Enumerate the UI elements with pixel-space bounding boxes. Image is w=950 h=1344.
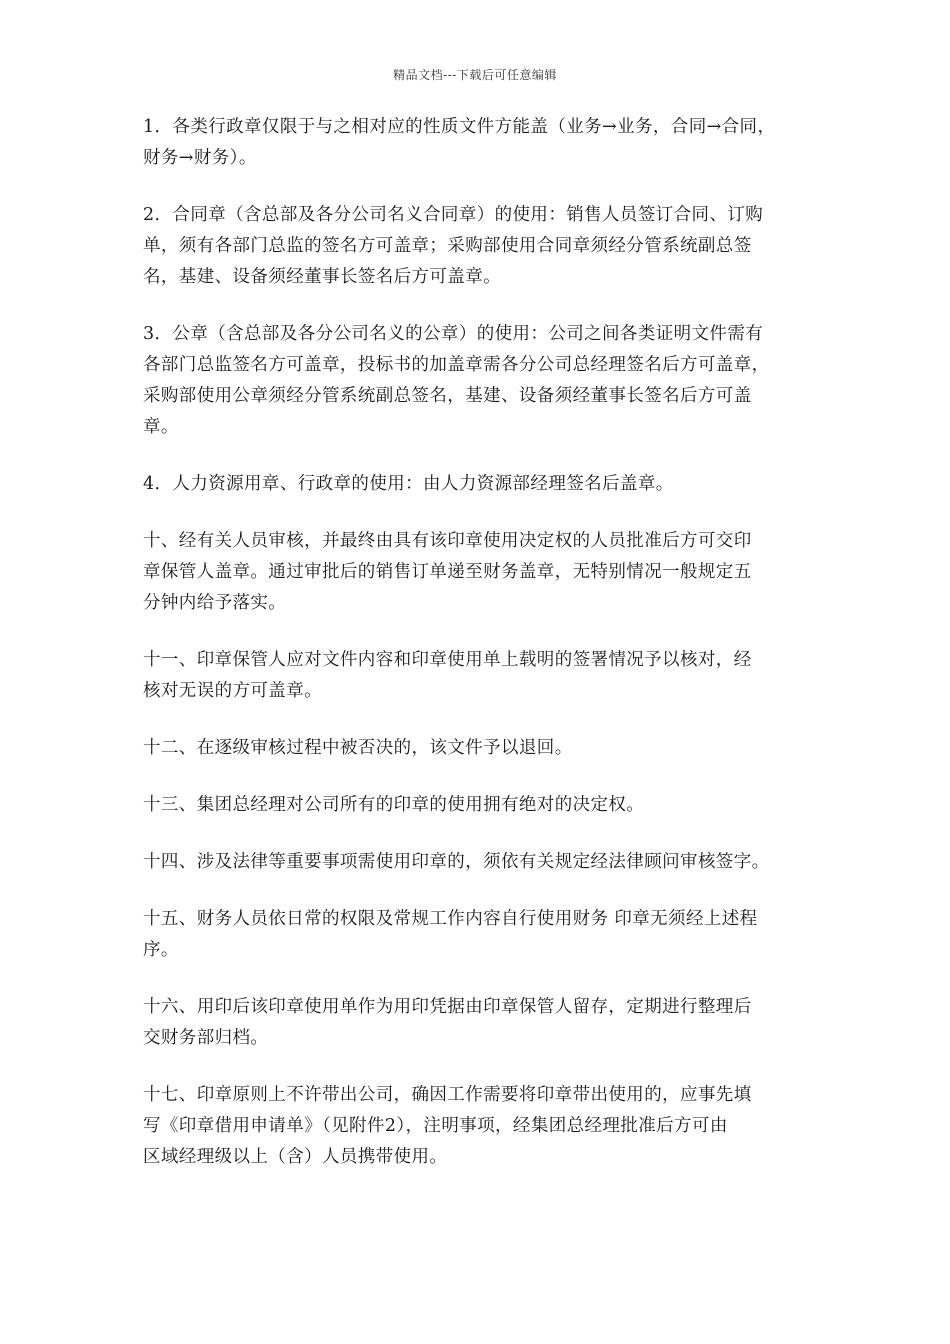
paragraph-line: 1．各类行政章仅限于与之相对应的性质文件方能盖（业务→业务，合同→合同， [143, 117, 776, 137]
paragraph-line: 章保管人盖章。通过审批后的销售订单递至财务盖章，无特别情况一般规定五 [143, 562, 752, 582]
paragraph-item-12 [143, 733, 815, 764]
paragraph-4 [143, 469, 815, 500]
paragraph-line: 财务→财务）。 [143, 148, 257, 168]
paragraph-line: 各部门总监签名方可盖章，投标书的加盖章需各分公司总经理签名后方可盖章， [143, 355, 770, 375]
paragraph-3 [143, 319, 815, 443]
document-body [143, 112, 815, 1199]
paragraph-line: 核对无误的方可盖章。 [143, 681, 322, 701]
paragraph-line: 交财务部归档。 [143, 1028, 269, 1048]
paragraph-line: 十五、财务人员依日常的权限及常规工作内容自行使用财务 印章无须经上述程 [143, 909, 758, 929]
paragraph-line: 3．公章（含总部及各分公司名义的公章）的使用：公司之间各类证明文件需有 [143, 324, 764, 344]
paragraph-line: 序。 [143, 940, 179, 960]
paragraph-item-16 [143, 992, 815, 1054]
paragraph-item-15 [143, 904, 815, 966]
paragraph-line: 4．人力资源用章、行政章的使用：由人力资源部经理签名后盖章。 [143, 474, 674, 494]
paragraph-item-10 [143, 526, 815, 619]
paragraph-line: 写《印章借用申请单》（见附件2），注明事项，经集团总经理批准后方可由 [143, 1116, 728, 1136]
paragraph-line: 名，基建、设备须经董事长签名后方可盖章。 [143, 267, 501, 287]
paragraph-line: 区域经理级以上（含）人员携带使用。 [143, 1147, 448, 1167]
paragraph-line: 单，须有各部门总监的签名方可盖章；采购部使用合同章须经分管系统副总签 [143, 236, 752, 256]
paragraph-item-13 [143, 790, 815, 821]
paragraph-1 [143, 112, 815, 174]
page-header: 精品文档---下载后可任意编辑 [393, 68, 557, 82]
paragraph-line: 十七、印章原则上不许带出公司，确因工作需要将印章带出使用的，应事先填 [143, 1085, 752, 1105]
paragraph-line: 十六、用印后该印章使用单作为用印凭据由印章保管人留存，定期进行整理后 [143, 997, 752, 1017]
paragraph-line: 十二、在逐级审核过程中被否决的，该文件予以退回。 [143, 738, 573, 758]
paragraph-item-11 [143, 645, 815, 707]
paragraph-2 [143, 200, 815, 293]
paragraph-line: 章。 [143, 417, 179, 437]
paragraph-line: 十三、集团总经理对公司所有的印章的使用拥有绝对的决定权。 [143, 795, 645, 815]
paragraph-item-17 [143, 1080, 815, 1173]
paragraph-line: 采购部使用公章须经分管系统副总签名，基建、设备须经董事长签名后方可盖 [143, 386, 752, 406]
paragraph-line: 分钟内给予落实。 [143, 593, 287, 613]
paragraph-line: 十、经有关人员审核，并最终由具有该印章使用决定权的人员批准后方可交印 [143, 531, 752, 551]
paragraph-item-14 [143, 847, 815, 878]
paragraph-line: 十一、印章保管人应对文件内容和印章使用单上载明的签署情况予以核对，经 [143, 650, 752, 670]
paragraph-line: 十四、涉及法律等重要事项需使用印章的，须依有关规定经法律顾问审核签字。 [143, 852, 770, 872]
paragraph-line: 2．合同章（含总部及各分公司名义合同章）的使用：销售人员签订合同、订购 [143, 205, 764, 225]
